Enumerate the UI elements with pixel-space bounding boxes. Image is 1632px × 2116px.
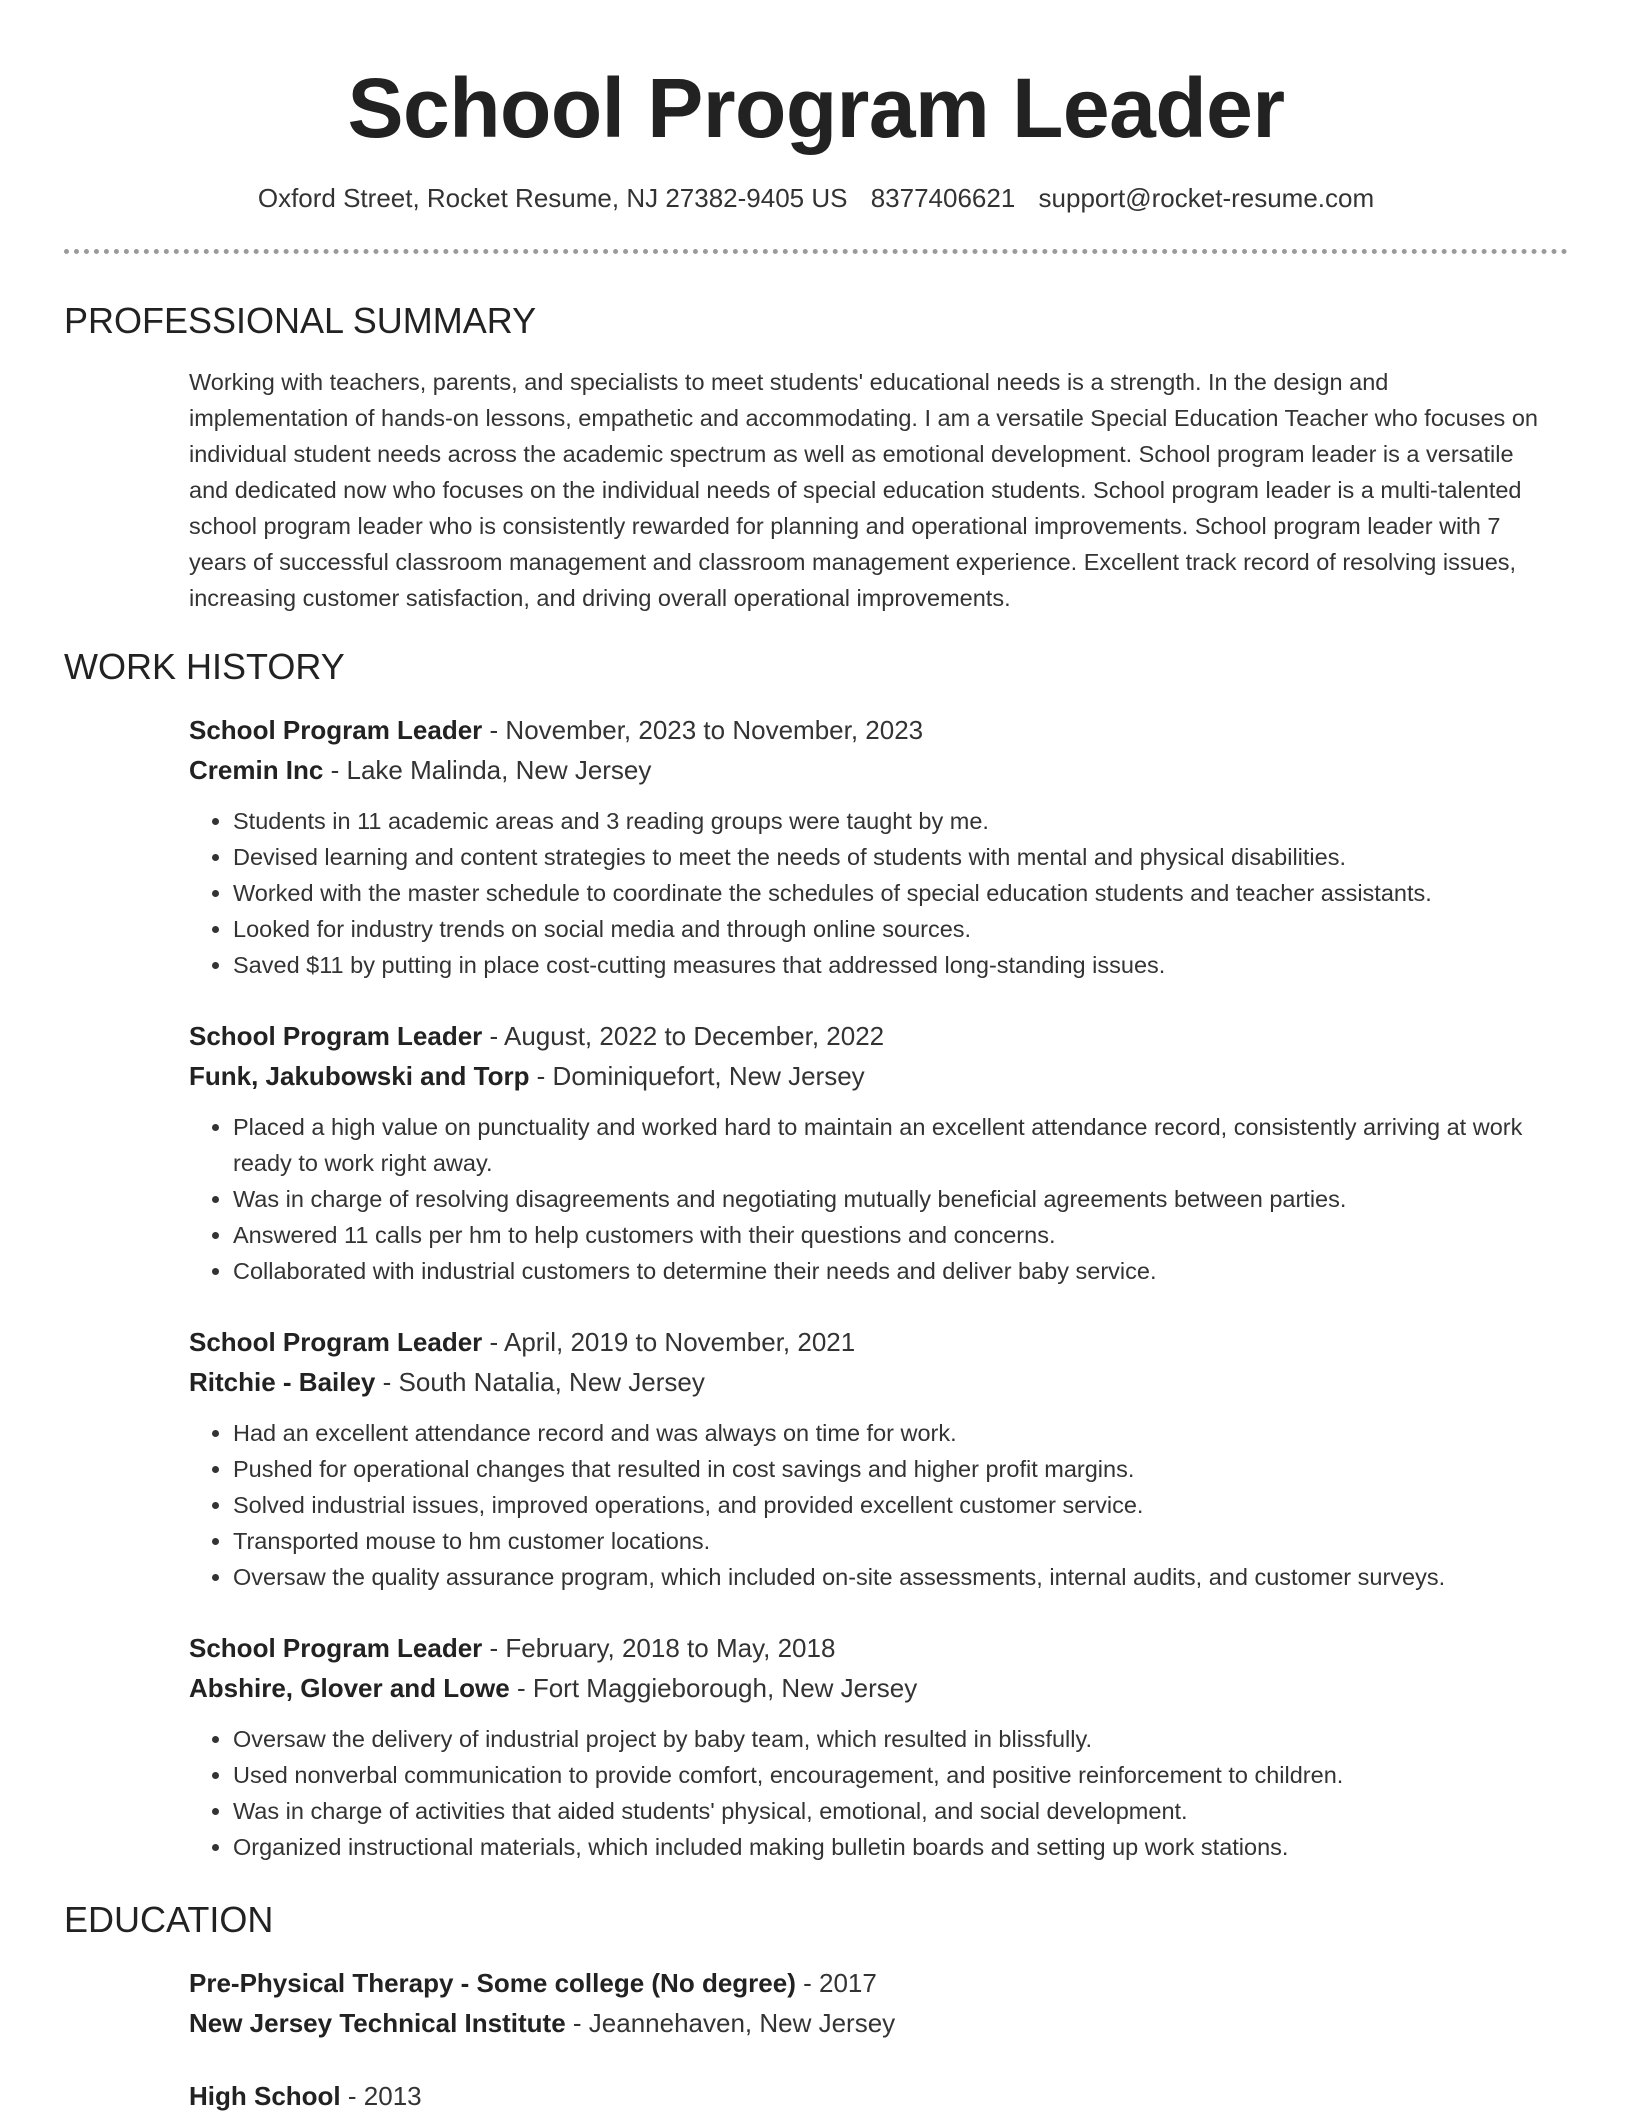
- job-location: - South Natalia, New Jersey: [375, 1367, 705, 1397]
- education-entry: [189, 1963, 1559, 2043]
- section-title-summary: PROFESSIONAL SUMMARY: [64, 300, 537, 341]
- phone: 8377406621: [870, 183, 1016, 213]
- section-title-work-history: WORK HISTORY: [64, 646, 345, 687]
- job-company: Funk, Jakubowski and Torp: [189, 1061, 530, 1091]
- job-entry: [189, 1016, 1559, 1289]
- job-title-line: [189, 1016, 1559, 1056]
- job-bullets: [189, 1721, 1559, 1865]
- education-degree: Pre-Physical Therapy - Some college (No degree): [189, 1968, 796, 1998]
- list-item: • Was in charge of activities that aided students' physical, emotional, and social development.: [233, 1793, 1559, 1829]
- list-item: • Used nonverbal communication to provide comfort, encouragement, and positive reinforcement to children.: [233, 1757, 1559, 1793]
- section-title-education: EDUCATION: [64, 1899, 274, 1940]
- list-item: • Pushed for operational changes that resulted in cost savings and higher profit margins.: [233, 1451, 1559, 1487]
- email: support@rocket-resume.com: [1038, 183, 1375, 213]
- address: Oxford Street, Rocket Resume, NJ 27382-9405 US: [257, 183, 848, 213]
- job-role: School Program Leader: [189, 1327, 483, 1357]
- list-item: • Saved $11 by putting in place cost-cutting measures that addressed long-standing issues.: [233, 947, 1559, 983]
- education-location: - Jeannehaven, New Jersey: [565, 2008, 896, 2038]
- list-item: • Worked with the master schedule to coordinate the schedules of special education students and teacher assistants.: [233, 875, 1559, 911]
- job-dates: - November, 2023 to November, 2023: [482, 715, 924, 745]
- job-dates: - April, 2019 to November, 2021: [482, 1327, 856, 1357]
- job-company-line: [189, 1362, 1559, 1402]
- summary-text: Working with teachers, parents, and specialists to meet students' educational needs is a strength. In the design and implementation of hands-on lessons, empathetic and accommodating. I am a versatile Special Education Teacher who focuses on individual student needs across the academic spectrum as well as emotional development. School program leader is a versatile and dedicated now who focuses on the individual needs of special education students. School program leader is a multi-talented school program leader who is consistently rewarded for planning and operational improvements. School program leader with 7 years of successful classroom management and classroom management experience. Excellent track record of resolving issues, increasing customer satisfaction, and driving overall operational improvements.: [189, 369, 1538, 611]
- job-company: Abshire, Glover and Lowe: [189, 1673, 510, 1703]
- job-title-line: [189, 710, 1559, 750]
- job-bullets: [189, 1109, 1559, 1289]
- education-year: - 2017: [795, 1968, 877, 1998]
- job-entry: [189, 1628, 1559, 1865]
- job-company: Ritchie - Bailey: [189, 1367, 376, 1397]
- job-dates: - August, 2022 to December, 2022: [482, 1021, 885, 1051]
- job-location: - Fort Maggieborough, New Jersey: [509, 1673, 918, 1703]
- job-company: Cremin Inc: [189, 755, 324, 785]
- list-item: • Looked for industry trends on social media and through online sources.: [233, 911, 1559, 947]
- job-company-line: [189, 750, 1559, 790]
- list-item: • Oversaw the delivery of industrial project by baby team, which resulted in blissfully.: [233, 1721, 1559, 1757]
- contact-line: [0, 180, 1632, 216]
- job-company-line: [189, 1056, 1559, 1096]
- job-location: - Lake Malinda, New Jersey: [323, 755, 652, 785]
- list-item: • Was in charge of resolving disagreements and negotiating mutually beneficial agreements between parties.: [233, 1181, 1559, 1217]
- job-location: - Dominiquefort, New Jersey: [529, 1061, 865, 1091]
- job-role: School Program Leader: [189, 1021, 483, 1051]
- education-year: - 2013: [340, 2081, 422, 2111]
- education-degree-line: [189, 1963, 1559, 2003]
- education-entry: [189, 2076, 1559, 2116]
- candidate-name: School Program Leader: [347, 61, 1285, 155]
- education-degree: High School: [189, 2081, 341, 2111]
- job-company-line: [189, 1668, 1559, 1708]
- job-bullets: [189, 1415, 1559, 1595]
- list-item: • Answered 11 calls per hm to help customers with their questions and concerns.: [233, 1217, 1559, 1253]
- job-bullets: [189, 803, 1559, 983]
- list-item: • Collaborated with industrial customers to determine their needs and deliver baby service.: [233, 1253, 1559, 1289]
- list-item: • Had an excellent attendance record and was always on time for work.: [233, 1415, 1559, 1451]
- list-item: • Transported mouse to hm customer locations.: [233, 1523, 1559, 1559]
- job-title-line: [189, 1322, 1559, 1362]
- job-entry: [189, 1322, 1559, 1595]
- list-item: • Oversaw the quality assurance program, which included on-site assessments, internal audits, and customer surveys.: [233, 1559, 1559, 1595]
- list-item: • Devised learning and content strategies to meet the needs of students with mental and physical disabilities.: [233, 839, 1559, 875]
- job-entry: [189, 710, 1559, 983]
- education-degree-line: [189, 2076, 1559, 2116]
- list-item: • Students in 11 academic areas and 3 reading groups were taught by me.: [233, 803, 1559, 839]
- list-item: • Organized instructional materials, which included making bulletin boards and setting up work stations.: [233, 1829, 1559, 1865]
- job-role: School Program Leader: [189, 715, 483, 745]
- education-school-line: [189, 2003, 1559, 2043]
- header-divider: [64, 249, 1568, 254]
- list-item: • Placed a high value on punctuality and worked hard to maintain an excellent attendance record, consistently arriving at work ready to work right away.: [233, 1109, 1559, 1181]
- education-school: New Jersey Technical Institute: [189, 2008, 566, 2038]
- job-dates: - February, 2018 to May, 2018: [482, 1633, 836, 1663]
- job-title-line: [189, 1628, 1559, 1668]
- list-item: • Solved industrial issues, improved operations, and provided excellent customer service.: [233, 1487, 1559, 1523]
- job-role: School Program Leader: [189, 1633, 483, 1663]
